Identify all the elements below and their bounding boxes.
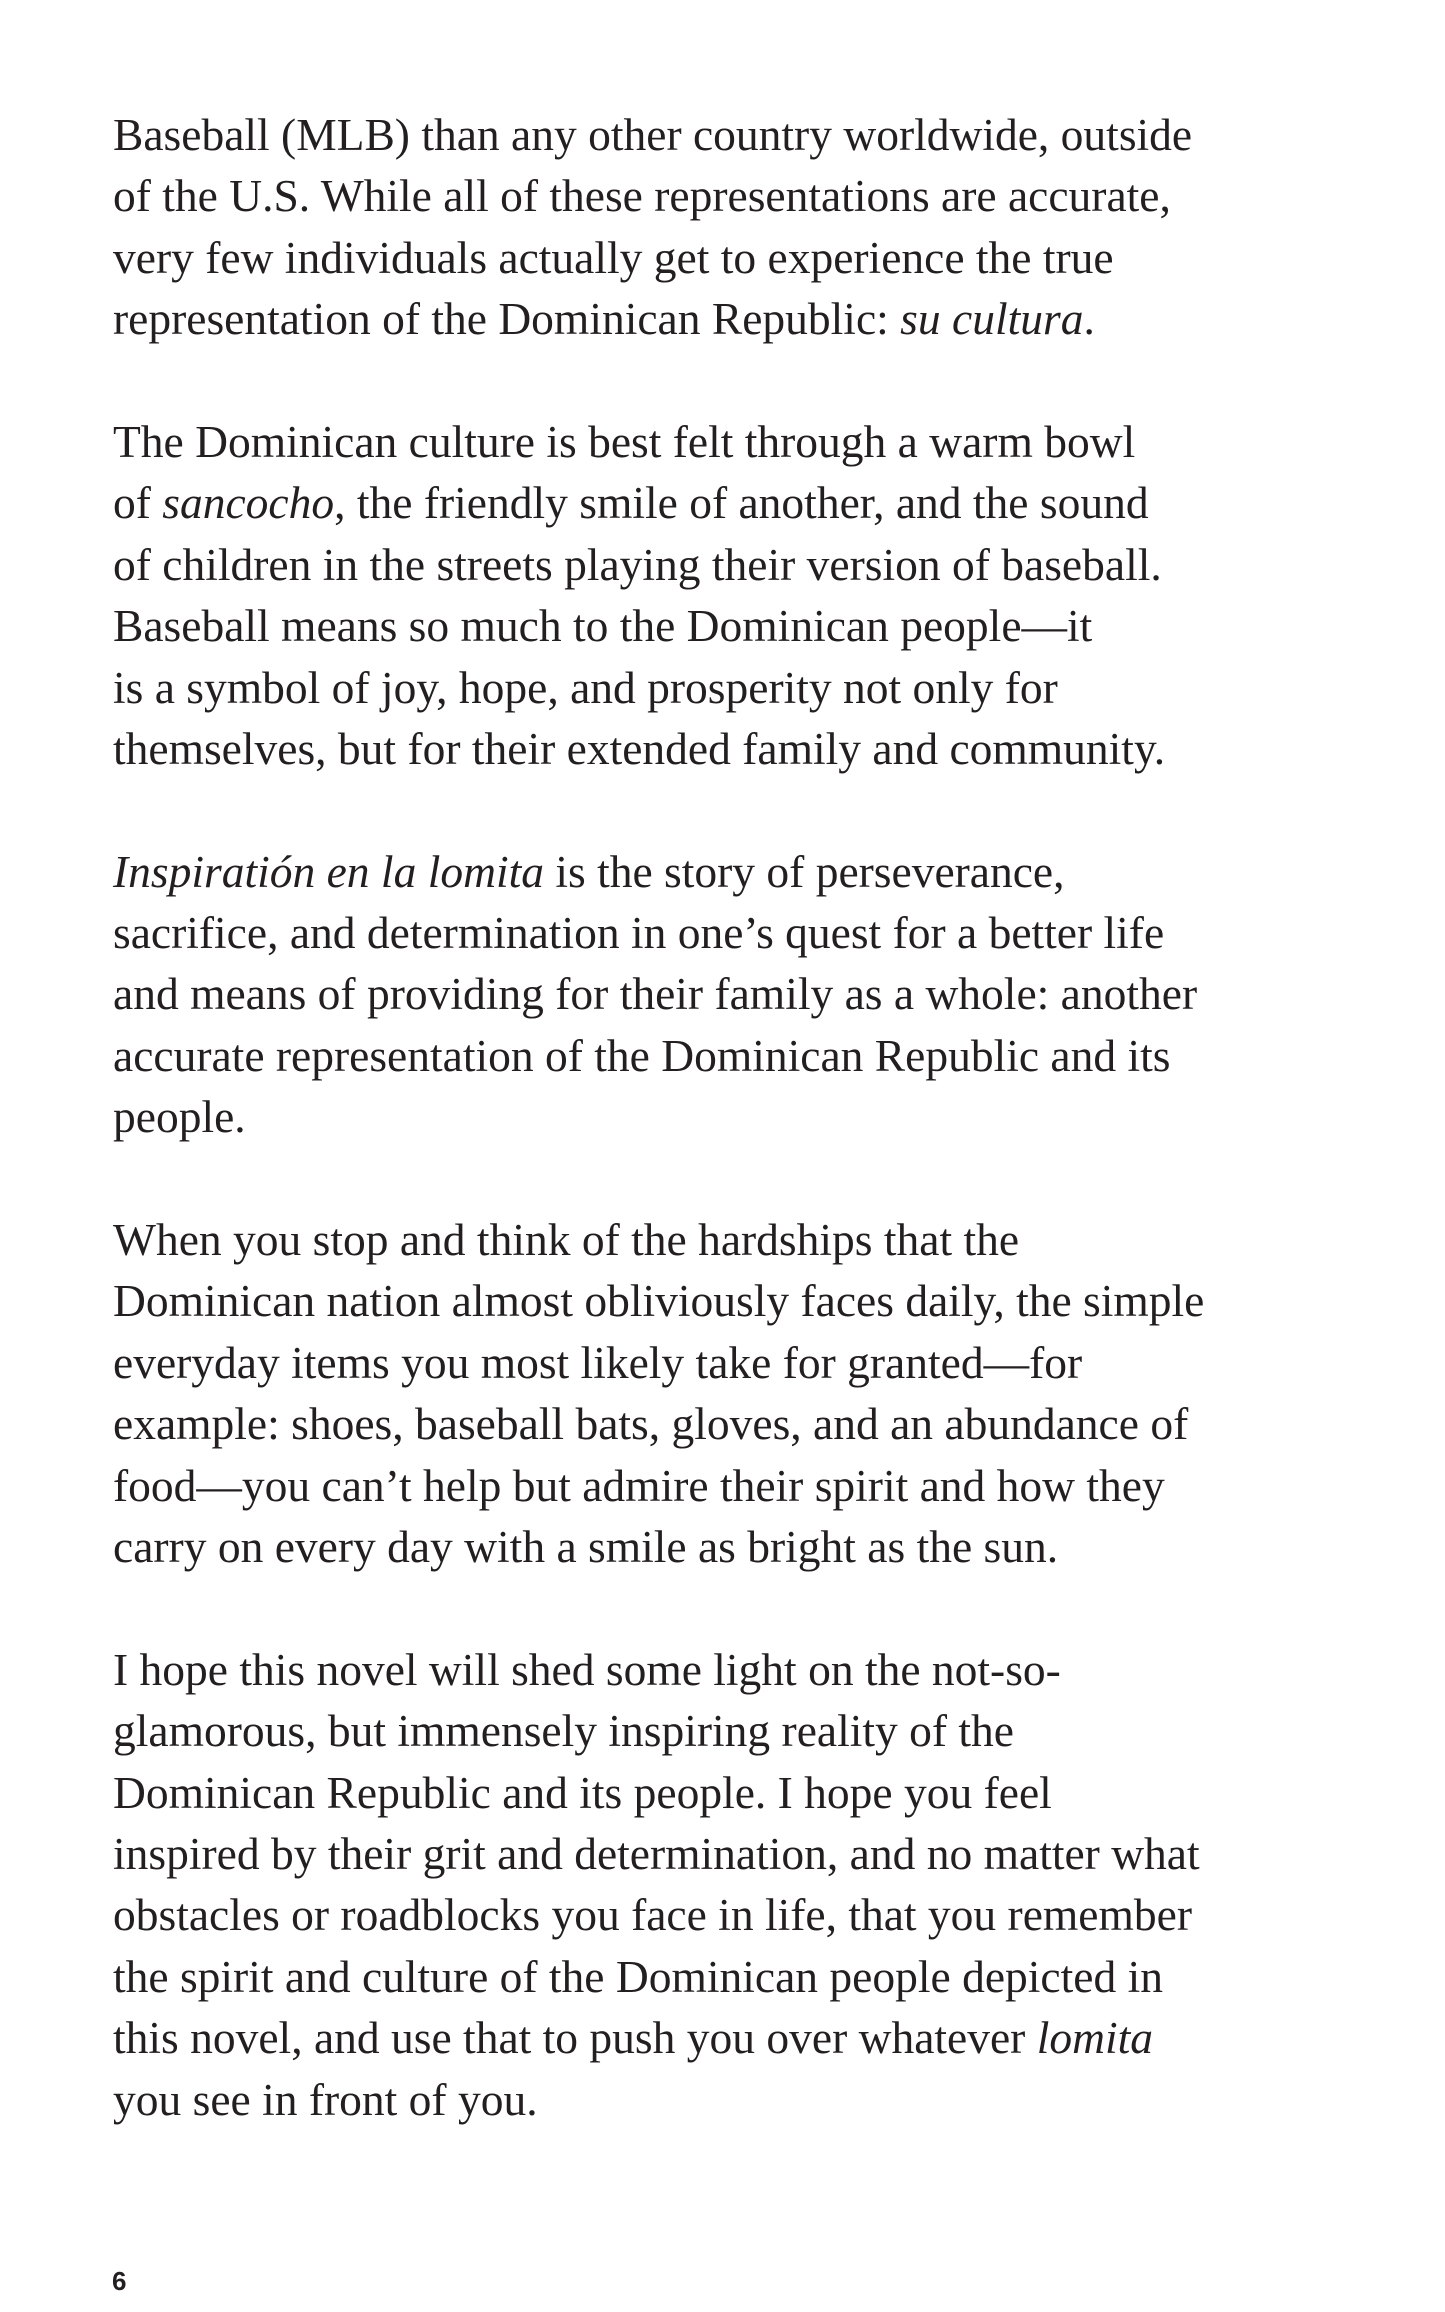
text-line bbox=[113, 1639, 1343, 1700]
text-run: sacrifice, and determination in one’s quest for a better life bbox=[113, 907, 1165, 959]
text-run: of the U.S. While all of these representations are accurate, bbox=[113, 170, 1171, 222]
text-run: Dominican nation almost obliviously faces daily, the simple bbox=[113, 1275, 1205, 1327]
text-line bbox=[113, 1270, 1343, 1331]
text-line bbox=[113, 1884, 1343, 1945]
text-run: Baseball (MLB) than any other country worldwide, outside bbox=[113, 109, 1193, 160]
text-run: of children in the streets playing their version of baseball. bbox=[113, 538, 1162, 590]
text-line bbox=[113, 1025, 1343, 1086]
text-run: accurate representation of the Dominican Republic and its bbox=[113, 1029, 1171, 1081]
text-run: When you stop and think of the hardships that the bbox=[113, 1214, 1020, 1266]
text-run: very few individuals actually get to experience the true bbox=[113, 231, 1114, 283]
text-run: the spirit and culture of the Dominican people depicted in bbox=[113, 1950, 1163, 2002]
text-run: themselves, but for their extended family and community. bbox=[113, 722, 1166, 774]
text-run: , the friendly smile of another, and the sound bbox=[334, 477, 1149, 529]
text-run: glamorous, but immensely inspiring reality of the bbox=[113, 1705, 1015, 1757]
text-run: I hope this novel will shed some light on the not-so- bbox=[113, 1643, 1061, 1695]
text-line bbox=[113, 841, 1343, 902]
text-line bbox=[113, 595, 1343, 656]
text-run: example: shoes, baseball bats, gloves, and an abundance of bbox=[113, 1398, 1189, 1450]
paragraph bbox=[113, 1639, 1343, 2130]
text-line bbox=[113, 1332, 1343, 1393]
text-run: is a symbol of joy, hope, and prosperity not only for bbox=[113, 661, 1058, 713]
text-run: food—you can’t help but admire their spirit and how they bbox=[113, 1459, 1165, 1511]
text-run: of bbox=[113, 477, 163, 529]
text-line bbox=[113, 472, 1343, 533]
text-line bbox=[113, 1762, 1343, 1823]
page-body bbox=[113, 104, 1343, 2191]
paragraph bbox=[113, 841, 1343, 1148]
page-number: 6 bbox=[112, 2266, 127, 2296]
text-line bbox=[113, 1209, 1343, 1270]
text-line bbox=[113, 657, 1343, 718]
text-line bbox=[113, 1700, 1343, 1761]
text-run: and means of providing for their family as a whole: another bbox=[113, 968, 1198, 1020]
text-line bbox=[113, 1455, 1343, 1516]
italic-text: Inspiratión en la lomita bbox=[113, 845, 544, 897]
text-run: . bbox=[1083, 293, 1095, 345]
text-line bbox=[113, 963, 1343, 1024]
text-line bbox=[113, 411, 1343, 472]
text-run: inspired by their grit and determination, and no matter what bbox=[113, 1827, 1200, 1879]
text-run: everyday items you most likely take for granted—for bbox=[113, 1336, 1083, 1388]
text-run: you see in front of you. bbox=[113, 2073, 538, 2125]
text-run: people. bbox=[113, 1091, 246, 1143]
text-run: Baseball means so much to the Dominican people—it bbox=[113, 600, 1093, 652]
italic-text: su cultura bbox=[900, 293, 1084, 345]
text-line bbox=[113, 1823, 1343, 1884]
text-line bbox=[113, 104, 1343, 165]
italic-text: lomita bbox=[1036, 2012, 1154, 2064]
text-line bbox=[113, 1393, 1343, 1454]
text-run: this novel, and use that to push you over whatever bbox=[113, 2012, 1037, 2064]
text-run: carry on every day with a smile as bright as the sun. bbox=[113, 1520, 1059, 1572]
paragraph bbox=[113, 104, 1343, 350]
text-line bbox=[113, 902, 1343, 963]
text-line bbox=[113, 2069, 1343, 2130]
text-run: Dominican Republic and its people. I hope you feel bbox=[113, 1766, 1052, 1818]
italic-text: sancocho bbox=[162, 477, 335, 529]
paragraph bbox=[113, 411, 1343, 779]
text-run: The Dominican culture is best felt through a warm bowl bbox=[113, 415, 1136, 467]
text-line bbox=[113, 1086, 1343, 1147]
text-line bbox=[113, 718, 1343, 779]
paragraph bbox=[113, 1209, 1343, 1577]
text-line bbox=[113, 227, 1343, 288]
text-line bbox=[113, 165, 1343, 226]
text-run: obstacles or roadblocks you face in life, that you remember bbox=[113, 1889, 1192, 1941]
text-run: is the story of perseverance, bbox=[543, 845, 1065, 897]
text-line bbox=[113, 1946, 1343, 2007]
text-line bbox=[113, 534, 1343, 595]
text-line bbox=[113, 2007, 1343, 2068]
text-line bbox=[113, 1516, 1343, 1577]
text-run: representation of the Dominican Republic: bbox=[113, 293, 901, 345]
text-line bbox=[113, 288, 1343, 349]
